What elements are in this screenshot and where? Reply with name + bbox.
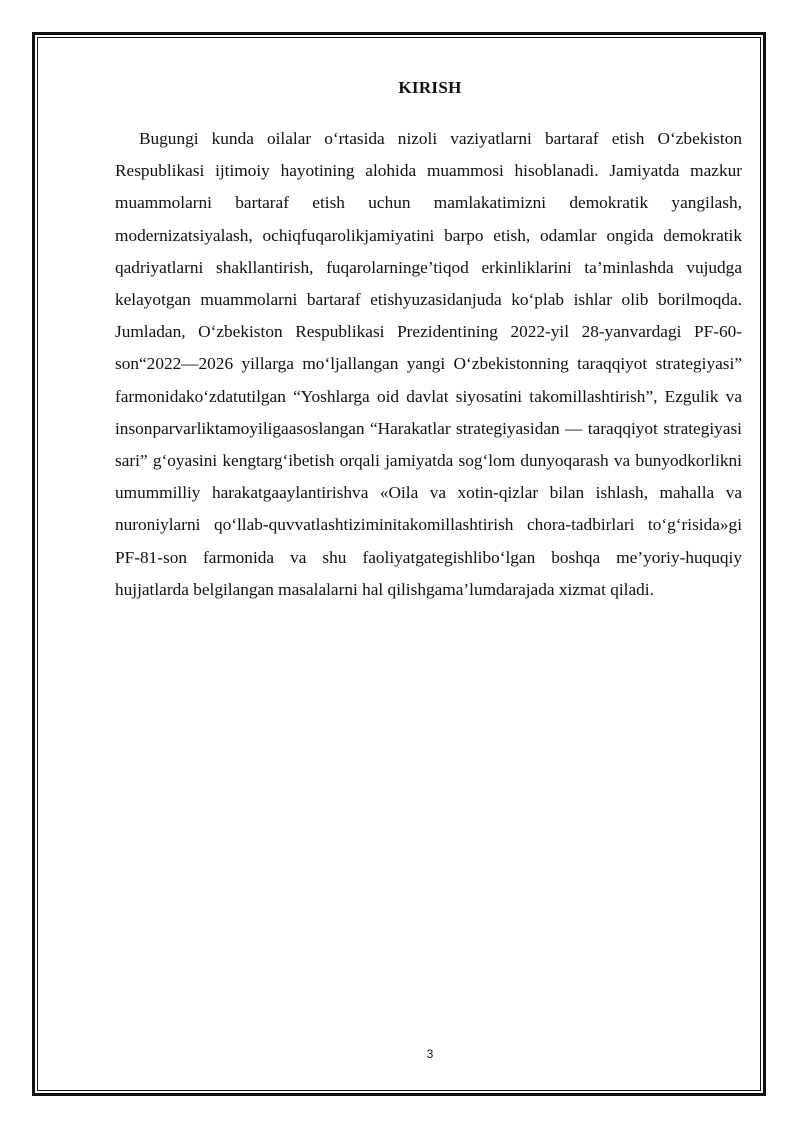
page-number: 3 — [426, 1047, 434, 1061]
body-paragraph: Bugungi kunda oilalar o‘rtasida nizoli vaziyatlarni bartaraf etish O‘zbekiston Respublikasi ijtimoiy hayotining alohida muammosi hisoblanadi. Jamiyatda mazkur muammolarni bartaraf etish uchun mamlakatimizni demokratik yangilash, modernizatsiyalash, ochiqfuqarolikjamiyatini barpo etish, odamlar ongida demokratik qadriyatlarni shakllantirish, fuqarolarninge’tiqod erkinliklarini ta’minlashda vujudga kelayotgan muammolarni bartaraf etishyuzasidanjuda ko‘plab ishlar olib borilmoqda. Jumladan, O‘zbekiston Respublikasi Prezidentining 2022-yil 28-yanvardagi PF-60-son“2022—2026 yillarga mo‘ljallangan yangi O‘zbekistonning taraqqiyot strategiyasi” farmonidako‘zdatutilgan “Yoshlarga oid davlat siyosatini takomillashtirish”, Ezgulik va insonparvarliktamoyiligaasoslangan “Harakatlar strategiyasidan — taraqqiyot strategiyasi sari” g‘oyasini kengtarg‘ibetish orqali jamiyatda sog‘lom dunyoqarash va bunyodkorlikni umummilliy harakatgaaylantirishva «Oila va xotin-qizlar bilan ishlash, mahalla va nuroniylarni qo‘llab-quvvatlashtiziminitakomillashtirish chora-tadbirlari to‘g‘risida»gi PF-81-son farmonida va shu faoliyatgategishlibo‘lgan boshqa me’yoriy-huquqiy hujjatlarda belgilangan masalalarni hal qilishgama’lumdarajada xizmat qiladi. — [115, 129, 742, 599]
section-heading: KIRISH — [398, 78, 462, 97]
